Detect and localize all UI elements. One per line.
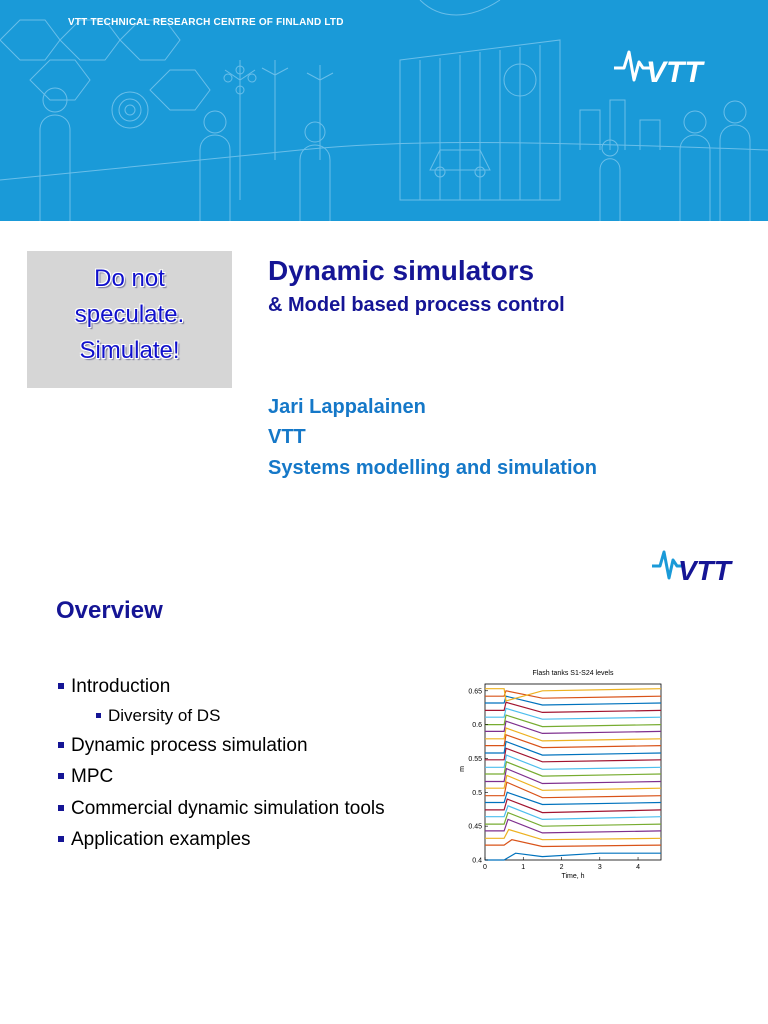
chart-y-axis-label: m (459, 766, 466, 772)
bullet-text: Diversity of DS (108, 706, 221, 725)
bullet-icon (58, 742, 64, 748)
bullet-icon (96, 713, 101, 718)
bullet-text: Introduction (71, 676, 171, 697)
slogan-line-3: Simulate! (79, 337, 180, 364)
y-tick-label: 0.65 (468, 688, 482, 696)
y-tick-label: 0.5 (472, 789, 482, 797)
x-tick-label: 1 (521, 864, 526, 871)
y-tick-label: 0.4 (472, 857, 482, 865)
bullet-item (58, 829, 251, 851)
slide-title: Dynamic simulators (268, 255, 535, 286)
author-name: Jari Lappalainen (268, 396, 426, 418)
bullet-text: Commercial dynamic simulation tools (71, 798, 385, 819)
bullet-icon (58, 773, 64, 779)
y-tick-label: 0.6 (472, 722, 482, 730)
bullet-icon (58, 683, 64, 689)
y-tick-label: 0.45 (468, 823, 482, 831)
slogan-line-1: Do not (94, 265, 165, 292)
author-organization: VTT (268, 426, 306, 448)
chart-title: Flash tanks S1-S24 levels (532, 670, 614, 677)
bullet-icon (58, 805, 64, 811)
bullet-item (58, 735, 308, 757)
organization-name: VTT TECHNICAL RESEARCH CENTRE OF FINLAND LTD (68, 17, 344, 28)
slide-subtitle: & Model based process control (268, 294, 565, 316)
x-tick-label: 3 (597, 864, 602, 871)
slogan-box (27, 251, 232, 388)
x-tick-label: 2 (559, 864, 564, 871)
bullet-item (58, 676, 170, 698)
vtt-logo (612, 44, 727, 94)
sub-bullet-item (96, 706, 220, 726)
banner-illustration (0, 0, 768, 221)
bullet-item (58, 798, 385, 820)
x-tick-label: 0 (483, 864, 487, 871)
vtt-logo-section (650, 546, 750, 591)
y-tick-label: 0.55 (468, 755, 482, 763)
bullet-text: Dynamic process simulation (71, 735, 308, 756)
overview-heading: Overview (56, 597, 163, 624)
author-department: Systems modelling and simulation (268, 457, 597, 479)
bullet-text: Application examples (71, 829, 251, 850)
header-banner (0, 0, 768, 221)
slogan-line-2: speculate. (74, 301, 185, 328)
vtt-logo-section-text: VTT (678, 555, 731, 586)
flash-tank-levels-chart (455, 662, 670, 884)
bullet-text: MPC (71, 766, 114, 787)
x-tick-label: 4 (636, 864, 640, 871)
bullet-icon (58, 836, 64, 842)
bullet-item (58, 766, 113, 788)
vtt-logo-text: VTT (646, 56, 703, 89)
chart-x-axis-label: Time, h (561, 873, 585, 880)
